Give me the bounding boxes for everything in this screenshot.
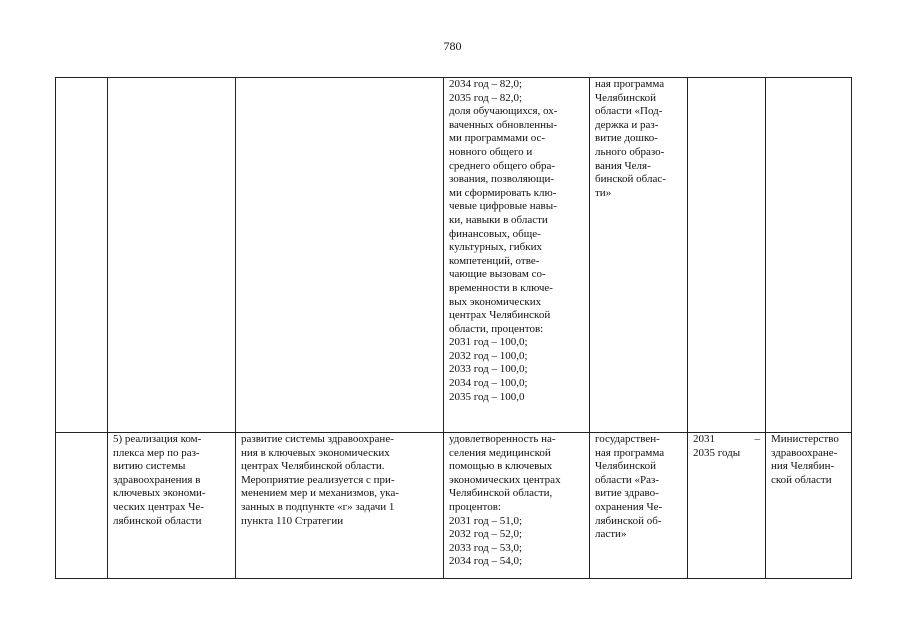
- period-end-year: 2035 годы: [693, 446, 741, 459]
- text-line: 2034 год – 54,0;: [449, 555, 523, 568]
- text-line: 2032 год – 100,0;: [449, 349, 528, 362]
- text-line: здравоохранения в: [113, 473, 201, 486]
- cell-responsible: [766, 78, 852, 433]
- text-line: 2035 год – 100,0: [449, 390, 525, 403]
- text-line: ваченных обновленны-: [449, 118, 558, 131]
- text-line: вых экономических: [449, 295, 542, 308]
- text-line: менением мер и механизмов, ука-: [241, 487, 399, 500]
- text-line: доля обучающихся, ох-: [449, 105, 558, 118]
- cell-period: [688, 433, 766, 579]
- period-start-line: [693, 433, 760, 447]
- program-text: [595, 78, 682, 200]
- text-line: 2035 год – 82,0;: [449, 91, 523, 104]
- text-line: 2034 год – 82,0;: [449, 78, 523, 90]
- text-line: центрах Челябинской области.: [241, 460, 385, 473]
- cell-measure: [108, 78, 236, 433]
- description-text: [241, 433, 438, 528]
- text-line: государствен-: [595, 433, 660, 445]
- text-line: плекса мер по раз-: [113, 446, 200, 459]
- cell-description: [236, 78, 444, 433]
- period-dash: –: [754, 433, 760, 445]
- text-line: центрах Челябинской: [449, 309, 551, 322]
- text-line: 2032 год – 52,0;: [449, 528, 523, 541]
- cell-description: [236, 433, 444, 579]
- measure-text: [113, 433, 230, 528]
- cell-period: [688, 78, 766, 433]
- text-line: временности в ключе-: [449, 281, 553, 294]
- text-line: области «Раз-: [595, 473, 660, 486]
- text-line: ми сформировать клю-: [449, 186, 557, 199]
- text-line: 2031 год – 51,0;: [449, 514, 523, 527]
- page-number: 780: [443, 39, 462, 53]
- text-line: 2033 год – 53,0;: [449, 541, 523, 554]
- cell-number: [56, 433, 108, 579]
- text-line: 2034 год – 100,0;: [449, 377, 528, 390]
- text-line: развитие системы здравоохране-: [241, 433, 394, 445]
- table-row: [56, 78, 852, 433]
- cell-program: [590, 78, 688, 433]
- text-line: охранения Че-: [595, 500, 663, 513]
- text-line: 2033 год – 100,0;: [449, 363, 528, 376]
- text-line: пункта 110 Стратегии: [241, 514, 344, 527]
- text-line: Министерство: [771, 433, 839, 445]
- text-line: ния в ключевых экономических: [241, 446, 390, 459]
- text-line: помощью в ключевых: [449, 460, 553, 473]
- text-line: держка и раз-: [595, 118, 659, 131]
- cell-number: [56, 78, 108, 433]
- text-line: ми программами ос-: [449, 132, 546, 145]
- text-line: витию системы: [113, 460, 186, 473]
- text-line: бинской облас-: [595, 173, 666, 186]
- text-line: процентов:: [449, 500, 501, 513]
- text-line: чевые цифровые навы-: [449, 200, 557, 213]
- text-line: льного образо-: [595, 145, 665, 158]
- cell-program: [590, 433, 688, 579]
- text-line: ная программа: [595, 446, 665, 459]
- text-line: лябинской об-: [595, 514, 662, 527]
- cell-indicators: [444, 433, 590, 579]
- responsible-text: [771, 433, 846, 487]
- text-line: 5) реализация ком-: [113, 433, 202, 445]
- text-line: Мероприятие реализуется с при-: [241, 473, 395, 486]
- text-line: здравоохране-: [771, 446, 838, 459]
- text-line: ная программа: [595, 78, 665, 90]
- text-line: ки, навыки в области: [449, 213, 548, 226]
- period-start-year: 2031: [693, 433, 715, 445]
- text-line: зования, позволяющи-: [449, 173, 555, 186]
- indicator-text: [449, 78, 584, 404]
- text-line: витие дошко-: [595, 132, 658, 145]
- text-line: новного общего и: [449, 145, 533, 158]
- document-table: [55, 77, 852, 579]
- text-line: области, процентов:: [449, 322, 544, 335]
- text-line: ласти»: [595, 528, 627, 541]
- text-line: ской области: [771, 473, 832, 486]
- indicator-text: [449, 433, 584, 569]
- text-line: лябинской области: [113, 514, 202, 527]
- text-line: 2031 год – 100,0;: [449, 336, 528, 349]
- text-line: Челябинской: [595, 460, 657, 473]
- program-text: [595, 433, 682, 542]
- cell-indicators: [444, 78, 590, 433]
- text-line: среднего общего обра-: [449, 159, 556, 172]
- text-line: удовлетворенность на-: [449, 433, 556, 445]
- table-row: [56, 433, 852, 579]
- text-line: ти»: [595, 186, 612, 199]
- text-line: экономических центрах: [449, 473, 561, 486]
- text-line: ния Челябин-: [771, 460, 835, 473]
- text-line: витие здраво-: [595, 487, 659, 500]
- text-line: занных в подпункте «г» задачи 1: [241, 500, 395, 513]
- text-line: ключевых экономи-: [113, 487, 206, 500]
- text-line: вания Челя-: [595, 159, 651, 172]
- text-line: компетенций, отве-: [449, 254, 540, 267]
- text-line: культурных, гибких: [449, 241, 542, 254]
- cell-measure: [108, 433, 236, 579]
- text-line: Челябинской: [595, 91, 657, 104]
- text-line: ческих центрах Че-: [113, 500, 204, 513]
- text-line: чающие вызовам со-: [449, 268, 546, 281]
- text-line: Челябинской области,: [449, 487, 553, 500]
- text-line: области «Под-: [595, 105, 663, 118]
- text-line: финансовых, обще-: [449, 227, 541, 240]
- text-line: селения медицинской: [449, 446, 551, 459]
- cell-responsible: [766, 433, 852, 579]
